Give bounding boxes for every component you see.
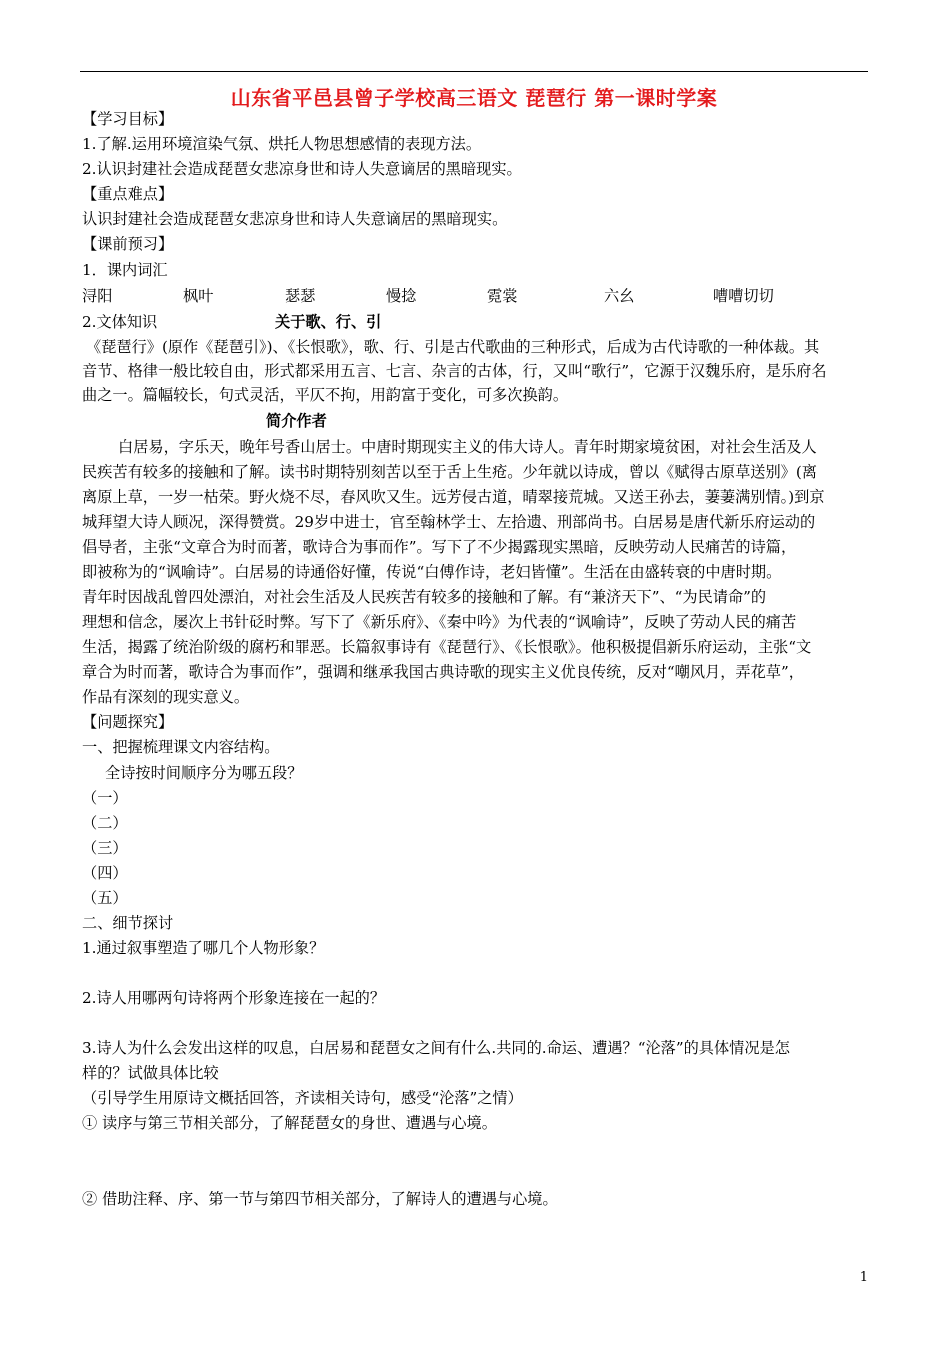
author-line: 青年时因战乱曾四处漂泊，对社会生活及人民疾苦有较多的接触和了解。有“兼济天下”、“为民请命”的 — [82, 588, 767, 606]
question-3-subitem: ② 借助注释、序、第一节与第四节相关部分，了解诗人的遭遇与心境。 — [82, 1190, 558, 1208]
genre-paragraph-line: 音节、格律一般比较自由，形式都采用五言、七言、杂言的古体，行，又叫“歌行”，它源于汉魏乐府，是乐府名 — [82, 362, 827, 380]
part-1-question: 全诗按时间顺序分为哪五段？ — [105, 764, 303, 782]
question-3-guide: （引导学生用原诗文概括回答，齐读相关诗句，感受“沦落”之情） — [82, 1089, 523, 1107]
genre-paragraph-line: 曲之一。篇幅较长，句式灵活，平仄不拘，用韵富于变化，可多次换韵。 — [82, 386, 568, 404]
vocab-item: 浔阳 — [82, 287, 113, 305]
author-line: 民疾苦有较多的接触和了解。读书时期特别刻苦以至于舌上生疮。少年就以诗成，曾以《赋得古原草送别》(离 — [82, 463, 817, 481]
part-1-heading: 一、把握梳理课文内容结构。 — [82, 738, 280, 756]
section-item: （四） — [82, 864, 128, 882]
author-line: 倡导者，主张“文章合为时而著，歌诗合为事而作”。写下了不少揭露现实黑暗，反映劳动人民痛苦的诗篇， — [82, 538, 797, 556]
goals-heading: 【学习目标】 — [82, 110, 174, 128]
author-line: 离原上草，一岁一枯荣。野火烧不尽，春风吹又生。远芳侵古道，晴翠接荒城。又送王孙去，萋萋满别情。)到京 — [82, 488, 825, 506]
document-title: 山东省平邑县曾子学校高三语文 琵琶行 第一课时学案 — [230, 86, 718, 110]
vocab-item: 枫叶 — [183, 287, 214, 305]
section-item: （三） — [82, 839, 128, 857]
part-2-heading: 二、细节探讨 — [82, 914, 174, 932]
page-number: 1 — [859, 1270, 868, 1285]
section-item: （二） — [82, 814, 128, 832]
genre-row — [82, 311, 877, 334]
author-line: 作品有深刻的现实意义。 — [82, 688, 250, 706]
question-3-subitem: ① 读序与第三节相关部分，了解琵琶女的身世、遭遇与心境。 — [82, 1114, 497, 1132]
author-title: 简介作者 — [266, 412, 327, 430]
author-line: 白居易，字乐天，晚年号香山居士。中唐时期现实主义的伟大诗人。青年时期家境贫困，对社会生活及人 — [118, 438, 817, 456]
goal-2: 2.认识封建社会造成琵琶女悲凉身世和诗人失意谪居的黑暗现实。 — [82, 160, 522, 178]
header-rule — [80, 71, 868, 72]
question-3-line: 样的？试做具体比较 — [82, 1064, 219, 1082]
author-line: 理想和信念，屡次上书针砭时弊。写下了《新乐府》、《秦中吟》为代表的“讽喻诗”，反映了劳动人民的痛苦 — [82, 613, 797, 631]
author-line: 即被称为的“讽喻诗”。白居易的诗通俗好懂，传说“白傅作诗，老妇皆懂”。生活在由盛转衰的中唐时期。 — [82, 563, 782, 581]
genre-title: 关于歌、行、引 — [275, 313, 382, 331]
goal-1: 1.了解.运用环境渲染气氛、烘托人物思想感情的表现方法。 — [82, 135, 482, 153]
inquiry-heading: 【问题探究】 — [82, 713, 174, 731]
vocab-heading: 1．课内词汇 — [82, 261, 168, 279]
author-line: 章合为时而著，歌诗合为事而作”，强调和继承我国古典诗歌的现实主义优良传统，反对“嘲风月，弄花草”， — [82, 663, 804, 681]
author-line: 城拜望大诗人顾况，深得赞赏。29岁中进士，官至翰林学士、左拾遗、刑部尚书。白居易是唐代新乐府运动的 — [82, 513, 816, 531]
question-2: 2.诗人用哪两句诗将两个形象连接在一起的？ — [82, 989, 386, 1007]
genre-label: 2.文体知识 — [82, 313, 158, 331]
vocab-item: 瑟瑟 — [285, 287, 316, 305]
genre-paragraph-line: 《琵琶行》(原作《琵琶引》)、《长恨歌》，歌、行、引是古代歌曲的三种形式，后成为古代诗歌的一种体裁。其 — [86, 338, 820, 356]
section-item: （一） — [82, 789, 128, 807]
vocab-item: 六幺 — [604, 287, 635, 305]
vocab-item: 慢捻 — [386, 287, 417, 305]
author-line: 生活，揭露了统治阶级的腐朽和罪恶。长篇叙事诗有《琵琶行》、《长恨歌》。他积极提倡新乐府运动，主张“文 — [82, 638, 812, 656]
vocab-item: 嘈嘈切切 — [713, 287, 774, 305]
question-1: 1.通过叙事塑造了哪几个人物形象？ — [82, 939, 325, 957]
key-heading: 【重点难点】 — [82, 185, 174, 203]
question-3-line: 3.诗人为什么会发出这样的叹息，白居易和琵琶女之间有什么.共同的.命运、遭遇？“沦落”的具体情况是怎 — [82, 1039, 790, 1057]
preview-heading: 【课前预习】 — [82, 235, 174, 253]
section-item: （五） — [82, 889, 128, 907]
key-text: 认识封建社会造成琵琶女悲凉身世和诗人失意谪居的黑暗现实。 — [82, 210, 508, 228]
vocab-item: 霓裳 — [487, 287, 518, 305]
